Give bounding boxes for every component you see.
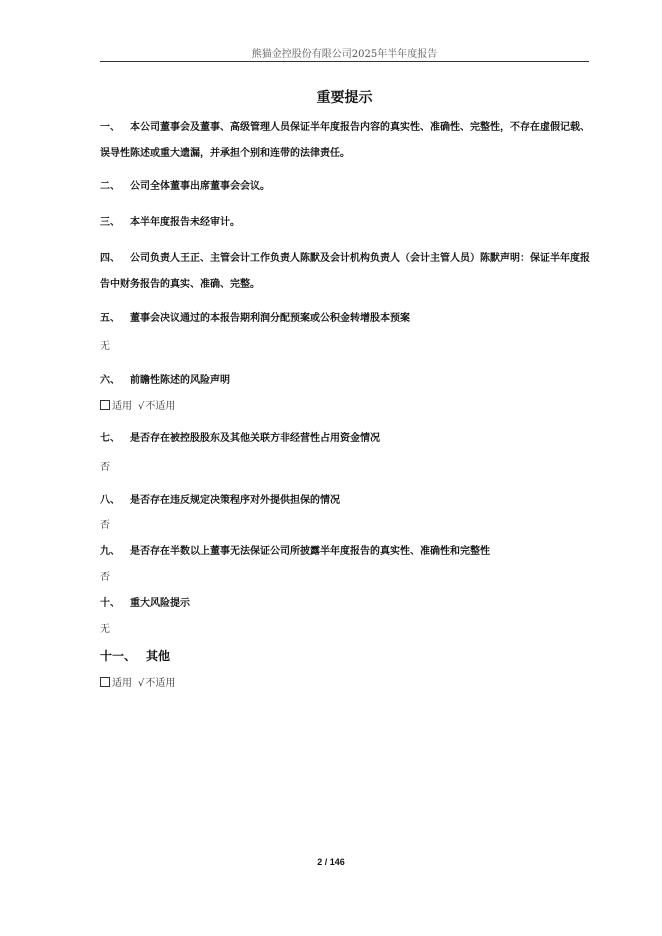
section-number: 一、 [100,122,120,133]
section-6 [100,368,591,394]
section-text: 是否存在被控股股东及其他关联方非经营性占用资金情况 [130,433,380,444]
section-7-answer: 否 [100,462,110,473]
section-3 [100,210,591,236]
check-mark-icon: √ [138,401,145,412]
section-text: 本半年度报告未经审计。 [130,217,240,228]
section-text: 本公司董事会及董事、高级管理人员保证半年度报告内容的真实性、准确性、完整性，不存在虚假记载、误导性陈述或重大遗漏，并承担个别和连带的法律责任。 [100,122,590,159]
section-1 [100,115,591,167]
unchecked-checkbox-icon [100,400,110,410]
section-number: 二、 [100,181,120,192]
section-10 [100,591,591,617]
applicable-label: 适用 [112,401,132,412]
section-5-answer: 无 [100,341,110,352]
section-8-answer: 否 [100,520,110,531]
section-5 [100,306,591,332]
section-text: 董事会决议通过的本报告期利润分配预案或公积金转增股本预案 [130,313,410,324]
applicable-label: 适用 [112,678,132,689]
not-applicable-label: 不适用 [145,678,176,689]
section-number: 十、 [100,598,120,609]
section-number: 四、 [100,253,120,264]
section-text: 前瞻性陈述的风险声明 [130,375,230,386]
section-7 [100,426,591,452]
section-9-answer: 否 [100,572,110,583]
section-6-options [100,397,175,412]
section-text: 是否存在违反规定决策程序对外提供担保的情况 [130,495,340,506]
section-number: 三、 [100,217,120,228]
check-mark-icon: √ [138,678,145,689]
section-number: 十一、 [100,649,137,663]
section-text: 公司负责人王正、主管会计工作负责人陈默及会计机构负责人（会计主管人员）陈默声明：保证半年度报告中财务报告的真实、准确、完整。 [100,253,590,290]
section-text: 是否存在半数以上董事无法保证公司所披露半年度报告的真实性、准确性和完整性 [130,546,490,557]
section-10-answer: 无 [100,624,110,635]
section-number: 八、 [100,495,120,506]
section-2 [100,174,591,200]
section-11 [100,643,591,669]
section-number: 七、 [100,433,120,444]
header-divider [100,61,589,62]
not-applicable-label: 不适用 [145,401,176,412]
section-4 [100,246,591,298]
section-number: 五、 [100,313,120,324]
section-9 [100,539,591,565]
page-title: 重要提示 [316,90,373,106]
section-11-options [100,674,175,689]
section-8 [100,488,591,514]
page-number: 2 / 146 [317,857,345,867]
report-header: 熊猫金控股份有限公司2025年半年度报告 [251,49,438,60]
section-number: 九、 [100,546,120,557]
section-text: 重大风险提示 [130,598,190,609]
section-text: 公司全体董事出席董事会会议。 [130,181,270,192]
section-number: 六、 [100,375,120,386]
section-text: 其他 [146,649,171,663]
unchecked-checkbox-icon [100,677,110,687]
